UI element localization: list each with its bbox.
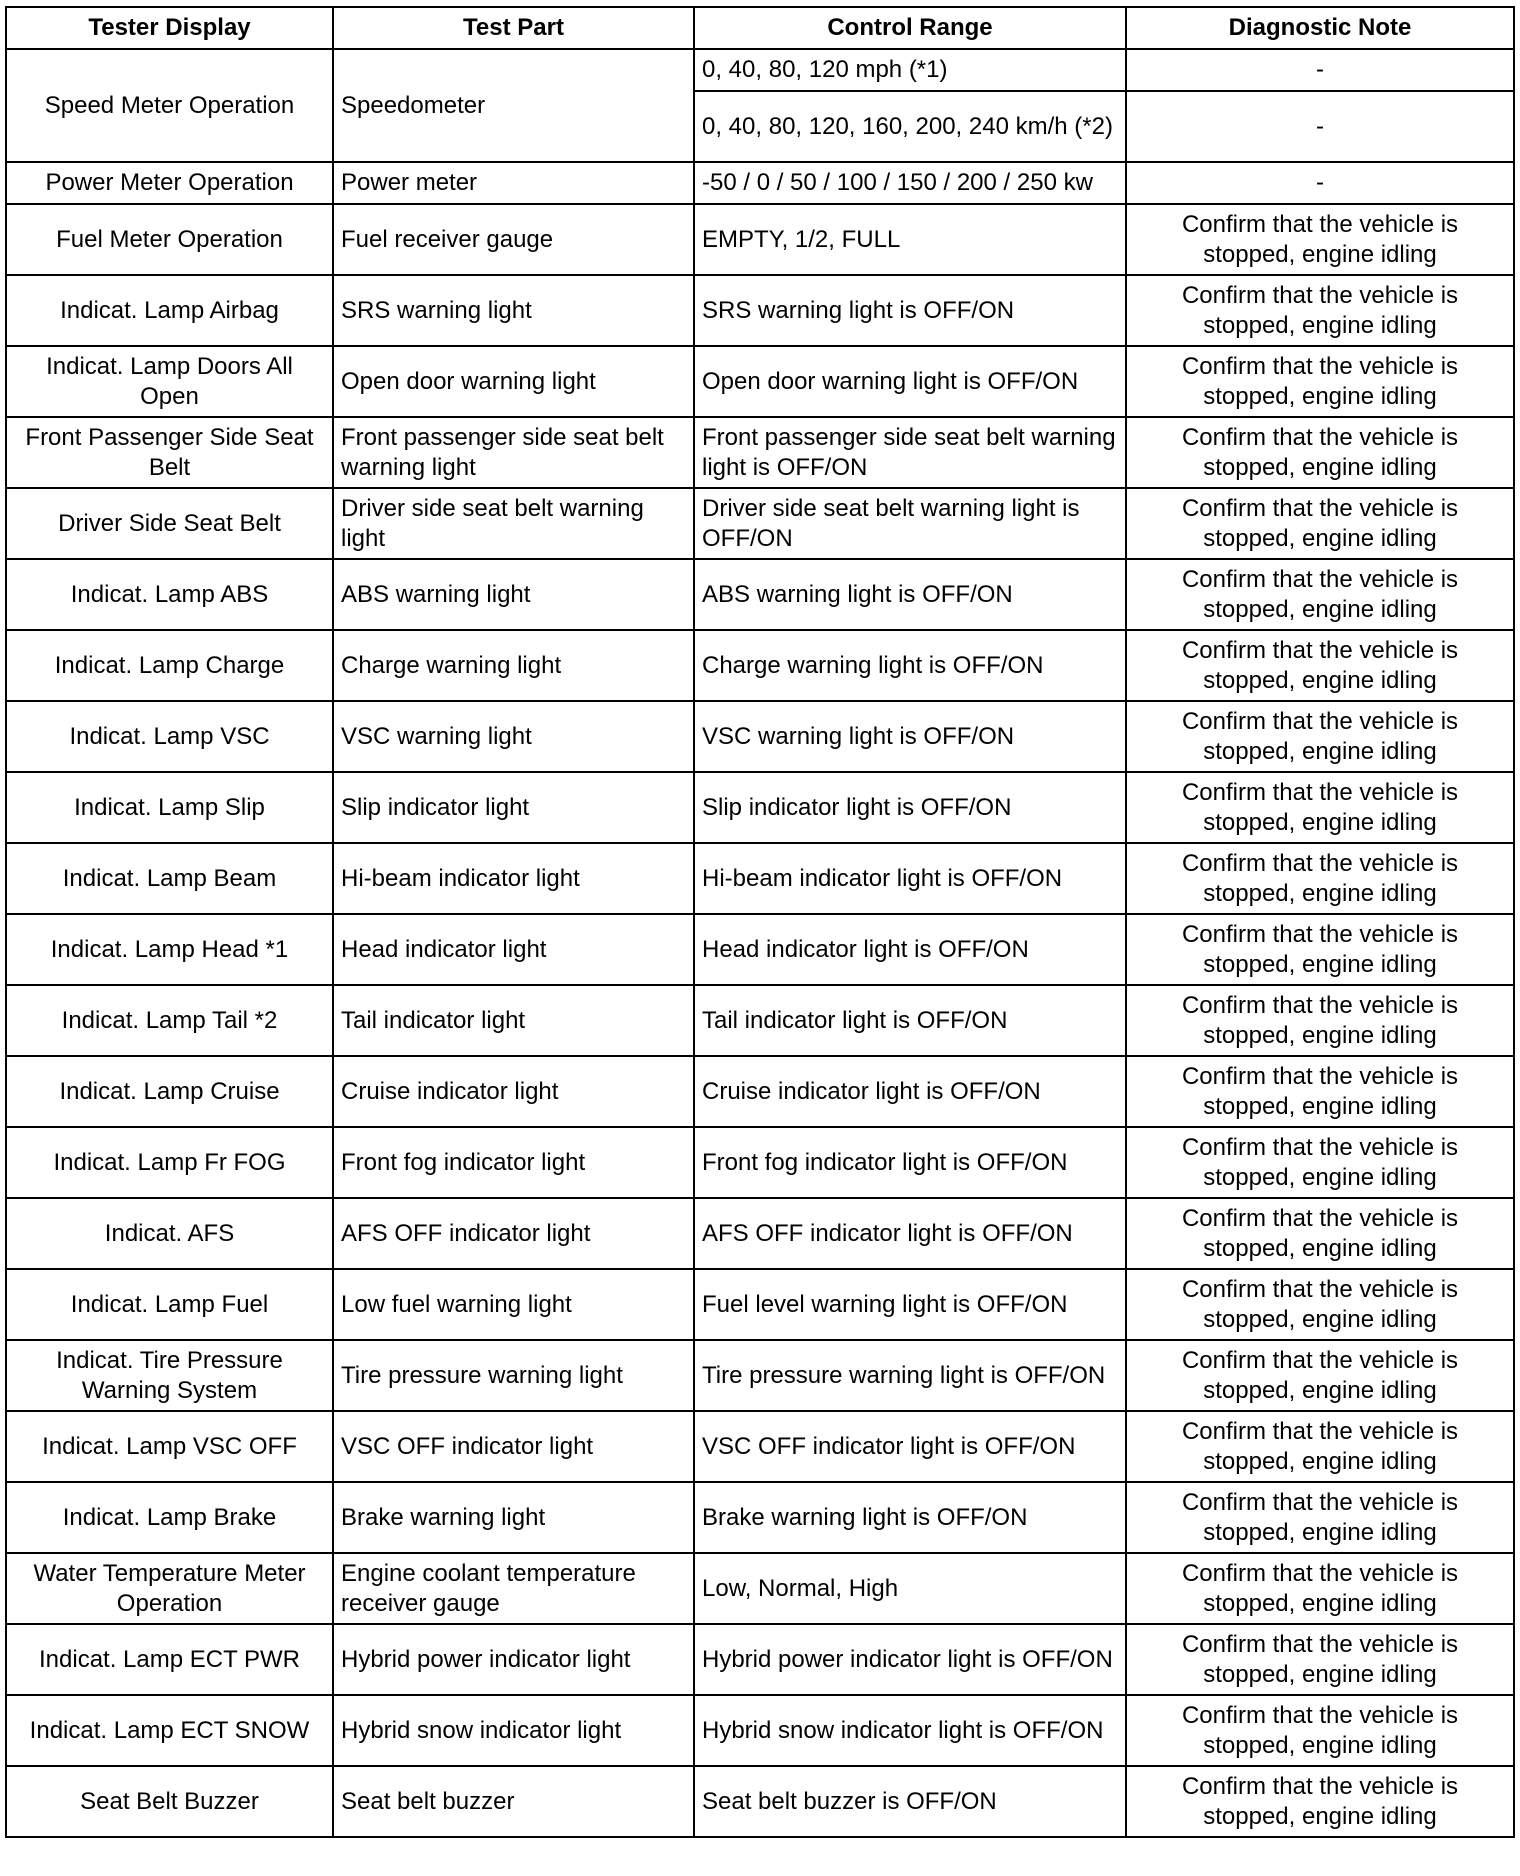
- table-header: [6, 7, 1514, 49]
- diagnostic-note-cell: Confirm that the vehicle is stopped, engine idling: [1126, 1269, 1514, 1340]
- test-part-cell: Open door warning light: [333, 346, 694, 417]
- test-part-cell: AFS OFF indicator light: [333, 1198, 694, 1269]
- test-part-cell: Front passenger side seat belt warning light: [333, 417, 694, 488]
- tester-display-cell: Indicat. Lamp Airbag: [6, 275, 333, 346]
- test-part-cell: Low fuel warning light: [333, 1269, 694, 1340]
- test-part-cell: Speedometer: [333, 49, 694, 162]
- table-row: [6, 701, 1514, 772]
- control-range-cell: Hi-beam indicator light is OFF/ON: [694, 843, 1126, 914]
- tester-display-cell: Power Meter Operation: [6, 162, 333, 204]
- diagnostic-note-cell: Confirm that the vehicle is stopped, engine idling: [1126, 1411, 1514, 1482]
- diagnostic-note-cell: Confirm that the vehicle is stopped, engine idling: [1126, 1553, 1514, 1624]
- control-range-cell: ABS warning light is OFF/ON: [694, 559, 1126, 630]
- test-part-cell: Driver side seat belt warning light: [333, 488, 694, 559]
- test-part-cell: Front fog indicator light: [333, 1127, 694, 1198]
- control-range-cell: Low, Normal, High: [694, 1553, 1126, 1624]
- control-range-cell: Hybrid snow indicator light is OFF/ON: [694, 1695, 1126, 1766]
- tester-display-cell: Indicat. Lamp Fuel: [6, 1269, 333, 1340]
- tester-display-cell: Indicat. Lamp Doors All Open: [6, 346, 333, 417]
- control-range-cell: Charge warning light is OFF/ON: [694, 630, 1126, 701]
- tester-display-cell: Indicat. Tire Pressure Warning System: [6, 1340, 333, 1411]
- diagnostic-note-cell: Confirm that the vehicle is stopped, engine idling: [1126, 1624, 1514, 1695]
- tester-display-cell: Indicat. Lamp Tail *2: [6, 985, 333, 1056]
- table-row: [6, 275, 1514, 346]
- tester-display-cell: Indicat. Lamp Head *1: [6, 914, 333, 985]
- diagnostic-note-cell: Confirm that the vehicle is stopped, engine idling: [1126, 914, 1514, 985]
- table-row: [6, 1127, 1514, 1198]
- diagnostic-note-cell: Confirm that the vehicle is stopped, engine idling: [1126, 204, 1514, 275]
- tester-display-cell: Indicat. Lamp Charge: [6, 630, 333, 701]
- control-range-cell: 0, 40, 80, 120, 160, 200, 240 km/h (*2): [694, 91, 1126, 162]
- table-row: [6, 1056, 1514, 1127]
- diagnostic-note-cell: Confirm that the vehicle is stopped, engine idling: [1126, 985, 1514, 1056]
- tester-display-cell: Indicat. Lamp Fr FOG: [6, 1127, 333, 1198]
- control-range-cell: Seat belt buzzer is OFF/ON: [694, 1766, 1126, 1837]
- test-part-cell: Seat belt buzzer: [333, 1766, 694, 1837]
- tester-display-cell: Indicat. Lamp ECT PWR: [6, 1624, 333, 1695]
- table-row: [6, 1695, 1514, 1766]
- diagnostic-note-cell: Confirm that the vehicle is stopped, engine idling: [1126, 1198, 1514, 1269]
- diagnostic-note-cell: -: [1126, 91, 1514, 162]
- control-range-cell: -50 / 0 / 50 / 100 / 150 / 200 / 250 kw: [694, 162, 1126, 204]
- control-range-cell: VSC warning light is OFF/ON: [694, 701, 1126, 772]
- test-part-cell: SRS warning light: [333, 275, 694, 346]
- test-part-cell: VSC warning light: [333, 701, 694, 772]
- control-range-cell: Front fog indicator light is OFF/ON: [694, 1127, 1126, 1198]
- table-row: [6, 162, 1514, 204]
- test-part-cell: Tire pressure warning light: [333, 1340, 694, 1411]
- test-part-cell: Engine coolant temperature receiver gauge: [333, 1553, 694, 1624]
- control-range-cell: Tire pressure warning light is OFF/ON: [694, 1340, 1126, 1411]
- tester-display-cell: Indicat. Lamp Brake: [6, 1482, 333, 1553]
- tester-display-cell: Fuel Meter Operation: [6, 204, 333, 275]
- header-diagnostic-note: Diagnostic Note: [1126, 7, 1514, 49]
- diagnostic-note-cell: Confirm that the vehicle is stopped, engine idling: [1126, 1766, 1514, 1837]
- table-row: [6, 843, 1514, 914]
- test-part-cell: Tail indicator light: [333, 985, 694, 1056]
- test-part-cell: Slip indicator light: [333, 772, 694, 843]
- tester-display-cell: Indicat. AFS: [6, 1198, 333, 1269]
- table-row: [6, 1766, 1514, 1837]
- table-row: [6, 1198, 1514, 1269]
- tester-display-cell: Driver Side Seat Belt: [6, 488, 333, 559]
- table-row: [6, 985, 1514, 1056]
- diagnostic-note-cell: -: [1126, 49, 1514, 91]
- test-part-cell: Fuel receiver gauge: [333, 204, 694, 275]
- diagnostic-note-cell: Confirm that the vehicle is stopped, engine idling: [1126, 417, 1514, 488]
- tester-display-cell: Indicat. Lamp VSC: [6, 701, 333, 772]
- tester-display-cell: Indicat. Lamp Beam: [6, 843, 333, 914]
- diagnostic-note-cell: Confirm that the vehicle is stopped, engine idling: [1126, 275, 1514, 346]
- control-range-cell: Head indicator light is OFF/ON: [694, 914, 1126, 985]
- header-test-part: Test Part: [333, 7, 694, 49]
- test-part-cell: Cruise indicator light: [333, 1056, 694, 1127]
- table-row: [6, 772, 1514, 843]
- table-row: [6, 204, 1514, 275]
- header-control-range: Control Range: [694, 7, 1126, 49]
- control-range-cell: SRS warning light is OFF/ON: [694, 275, 1126, 346]
- diagnostic-note-cell: Confirm that the vehicle is stopped, engine idling: [1126, 1127, 1514, 1198]
- test-part-cell: Hybrid snow indicator light: [333, 1695, 694, 1766]
- table-row: [6, 1411, 1514, 1482]
- diagnostic-note-cell: Confirm that the vehicle is stopped, engine idling: [1126, 701, 1514, 772]
- tester-display-cell: Speed Meter Operation: [6, 49, 333, 162]
- test-part-cell: ABS warning light: [333, 559, 694, 630]
- control-range-cell: Driver side seat belt warning light is OFF/ON: [694, 488, 1126, 559]
- diagnostic-note-cell: Confirm that the vehicle is stopped, engine idling: [1126, 772, 1514, 843]
- tester-display-cell: Front Passenger Side Seat Belt: [6, 417, 333, 488]
- diagnostic-note-cell: Confirm that the vehicle is stopped, engine idling: [1126, 630, 1514, 701]
- test-part-cell: Power meter: [333, 162, 694, 204]
- diagnostic-note-cell: Confirm that the vehicle is stopped, engine idling: [1126, 488, 1514, 559]
- diagnostic-note-cell: Confirm that the vehicle is stopped, engine idling: [1126, 1695, 1514, 1766]
- table-row: [6, 417, 1514, 488]
- table-row: [6, 1340, 1514, 1411]
- control-range-cell: AFS OFF indicator light is OFF/ON: [694, 1198, 1126, 1269]
- table-row: [6, 630, 1514, 701]
- control-range-cell: Fuel level warning light is OFF/ON: [694, 1269, 1126, 1340]
- tester-display-cell: Water Temperature Meter Operation: [6, 1553, 333, 1624]
- table-row: [6, 1482, 1514, 1553]
- control-range-cell: Hybrid power indicator light is OFF/ON: [694, 1624, 1126, 1695]
- table-row: [6, 559, 1514, 630]
- control-range-cell: Front passenger side seat belt warning light is OFF/ON: [694, 417, 1126, 488]
- control-range-cell: VSC OFF indicator light is OFF/ON: [694, 1411, 1126, 1482]
- diagnostic-note-cell: Confirm that the vehicle is stopped, engine idling: [1126, 559, 1514, 630]
- diagnostic-note-cell: Confirm that the vehicle is stopped, engine idling: [1126, 1482, 1514, 1553]
- header-tester-display: Tester Display: [6, 7, 333, 49]
- test-part-cell: Charge warning light: [333, 630, 694, 701]
- tester-display-cell: Indicat. Lamp VSC OFF: [6, 1411, 333, 1482]
- test-part-cell: Head indicator light: [333, 914, 694, 985]
- test-part-cell: Hybrid power indicator light: [333, 1624, 694, 1695]
- tester-display-cell: Indicat. Lamp Slip: [6, 772, 333, 843]
- table-row: [6, 488, 1514, 559]
- active-test-table: [5, 6, 1515, 1838]
- test-part-cell: Hi-beam indicator light: [333, 843, 694, 914]
- control-range-cell: Open door warning light is OFF/ON: [694, 346, 1126, 417]
- tester-display-cell: Indicat. Lamp Cruise: [6, 1056, 333, 1127]
- control-range-cell: Tail indicator light is OFF/ON: [694, 985, 1126, 1056]
- diagnostic-note-cell: -: [1126, 162, 1514, 204]
- test-part-cell: VSC OFF indicator light: [333, 1411, 694, 1482]
- diagnostic-note-cell: Confirm that the vehicle is stopped, engine idling: [1126, 843, 1514, 914]
- table-row: [6, 346, 1514, 417]
- control-range-cell: EMPTY, 1/2, FULL: [694, 204, 1126, 275]
- diagnostic-note-cell: Confirm that the vehicle is stopped, engine idling: [1126, 346, 1514, 417]
- control-range-cell: Slip indicator light is OFF/ON: [694, 772, 1126, 843]
- tester-display-cell: Indicat. Lamp ABS: [6, 559, 333, 630]
- control-range-cell: Brake warning light is OFF/ON: [694, 1482, 1126, 1553]
- control-range-cell: Cruise indicator light is OFF/ON: [694, 1056, 1126, 1127]
- tester-display-cell: Seat Belt Buzzer: [6, 1766, 333, 1837]
- diagnostic-note-cell: Confirm that the vehicle is stopped, engine idling: [1126, 1340, 1514, 1411]
- table-row: [6, 1269, 1514, 1340]
- table-row: [6, 914, 1514, 985]
- table-row: [6, 49, 1514, 91]
- active-test-table-container: [5, 6, 1513, 1838]
- table-row: [6, 1553, 1514, 1624]
- tester-display-cell: Indicat. Lamp ECT SNOW: [6, 1695, 333, 1766]
- table-body: [6, 49, 1514, 1837]
- diagnostic-note-cell: Confirm that the vehicle is stopped, engine idling: [1126, 1056, 1514, 1127]
- table-row: [6, 1624, 1514, 1695]
- control-range-cell: 0, 40, 80, 120 mph (*1): [694, 49, 1126, 91]
- test-part-cell: Brake warning light: [333, 1482, 694, 1553]
